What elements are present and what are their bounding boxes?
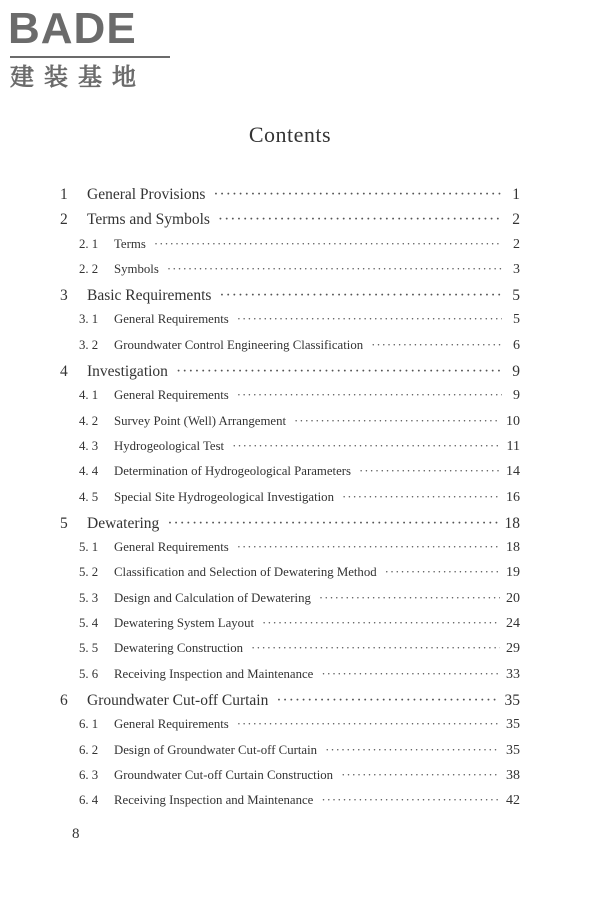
toc-entry-page: 35 [506, 717, 520, 733]
toc-leader-dots [321, 667, 500, 682]
toc-section-entry[interactable] [60, 616, 520, 641]
page-number: 8 [72, 826, 80, 842]
toc-leader-dots [237, 312, 502, 327]
toc-entry-title: Symbols [114, 261, 159, 276]
toc-chapter-entry[interactable] [60, 186, 520, 211]
toc-entry-number: 2. 1 [79, 236, 99, 251]
toc-entry-page: 35 [506, 742, 520, 758]
toc-section-entry[interactable] [60, 793, 520, 818]
toc-chapter-entry[interactable] [60, 692, 520, 717]
toc-section-entry[interactable] [60, 540, 520, 565]
toc-entry-page: 35 [504, 691, 520, 709]
toc-leader-dots [219, 287, 502, 305]
toc-entry-title: Terms [114, 236, 146, 251]
toc-section-entry[interactable] [60, 312, 520, 337]
toc-entry-title: Classification and Selection of Dewatering Method [114, 565, 377, 580]
toc-entry-page: 6 [513, 337, 520, 353]
toc-entry-number: 2 [60, 211, 68, 229]
toc-entry-title: Groundwater Cut-off Curtain Construction [114, 767, 334, 782]
toc-entry-number: 6. 4 [79, 793, 99, 808]
toc-leader-dots [213, 186, 502, 204]
page-title: Contents [248, 122, 332, 147]
toc-entry-title: General Requirements [114, 717, 229, 732]
toc-entry-title: Special Site Hydrogeological Investigation [114, 489, 334, 504]
toc-entry-page: 2 [512, 211, 520, 229]
toc-leader-dots [385, 565, 500, 580]
toc-entry-page: 42 [506, 793, 520, 809]
toc-entry-number: 4. 2 [79, 413, 99, 428]
toc-entry-page: 18 [506, 540, 520, 556]
toc-leader-dots [321, 793, 500, 808]
toc-entry-title: Receiving Inspection and Maintenance [114, 666, 314, 681]
toc-section-entry[interactable] [60, 338, 520, 363]
toc-leader-dots [276, 692, 498, 710]
toc-entry-number: 3. 2 [79, 337, 99, 352]
toc-section-entry[interactable] [60, 641, 520, 666]
toc-entry-page: 38 [506, 767, 520, 783]
toc-entry-number: 5. 5 [79, 641, 99, 656]
toc-leader-dots [359, 464, 500, 479]
toc-entry-number: 6 [60, 691, 68, 709]
toc-entry-page: 1 [512, 186, 520, 203]
toc-entry-number: 6. 3 [79, 767, 99, 782]
toc-leader-dots [167, 515, 498, 533]
toc-chapter-entry[interactable] [60, 287, 520, 312]
toc-section-entry[interactable] [60, 667, 520, 692]
toc-leader-dots [167, 262, 502, 277]
toc-entry-number: 4. 5 [79, 489, 99, 504]
toc-leader-dots [342, 490, 500, 505]
toc-leader-dots [325, 743, 500, 758]
toc-entry-page: 33 [506, 666, 520, 682]
toc-entry-page: 19 [506, 565, 520, 581]
toc-leader-dots [319, 591, 500, 606]
toc-entry-number: 5. 1 [79, 540, 99, 555]
toc-entry-title: Terms and Symbols [87, 211, 210, 229]
toc-section-entry[interactable] [60, 591, 520, 616]
toc-leader-dots [341, 768, 500, 783]
toc-chapter-entry[interactable] [60, 211, 520, 236]
toc-entry-number: 5 [60, 514, 68, 532]
toc-entry-number: 6. 1 [79, 717, 99, 732]
toc-entry-title: Groundwater Control Engineering Classification [114, 337, 364, 352]
toc-section-entry[interactable] [60, 717, 520, 742]
toc-entry-page: 20 [506, 590, 520, 606]
toc-entry-title: Determination of Hydrogeological Parameters [114, 464, 352, 479]
toc-chapter-entry[interactable] [60, 363, 520, 388]
logo [8, 4, 178, 94]
toc-leader-dots [237, 717, 500, 732]
toc-leader-dots [237, 388, 502, 403]
toc-entry-number: 4. 3 [79, 438, 99, 453]
toc-entry-title: Basic Requirements [87, 287, 212, 305]
toc-section-entry[interactable] [60, 237, 520, 262]
toc-entry-page: 18 [504, 514, 520, 532]
toc-entry-number: 5. 2 [79, 565, 99, 580]
toc-entry-page: 29 [506, 641, 520, 657]
toc-leader-dots [237, 540, 500, 555]
toc-leader-dots [371, 338, 502, 353]
toc-leader-dots [232, 439, 500, 454]
toc-entry-number: 3 [60, 287, 68, 305]
toc-leader-dots [262, 616, 500, 631]
toc-entry-page: 3 [513, 261, 520, 277]
toc-entry-number: 4. 4 [79, 464, 99, 479]
toc-leader-dots [294, 414, 500, 429]
toc-section-entry[interactable] [60, 464, 520, 489]
toc-entry-number: 4. 1 [79, 388, 99, 403]
toc-entry-page: 5 [513, 312, 520, 328]
toc-section-entry[interactable] [60, 743, 520, 768]
toc-entry-page: 14 [506, 464, 520, 480]
toc-entry-number: 5. 3 [79, 590, 99, 605]
toc-entry-number: 5. 4 [79, 616, 99, 631]
toc-leader-dots [251, 641, 500, 656]
toc-entry-title: Design and Calculation of Dewatering [114, 590, 311, 605]
toc-entry-title: Investigation [87, 363, 168, 381]
toc-section-entry[interactable] [60, 262, 520, 287]
toc-entry-title: Dewatering [87, 514, 160, 532]
logo-subtitle: 建装基地 [10, 63, 146, 91]
toc-section-entry[interactable] [60, 565, 520, 590]
toc-entry-title: General Requirements [114, 388, 229, 403]
toc-entry-page: 9 [513, 388, 520, 404]
toc-entry-title: Survey Point (Well) Arrangement [114, 413, 287, 428]
toc-entry-page: 10 [506, 413, 520, 429]
toc-entry-number: 2. 2 [79, 261, 99, 276]
toc-entry-page: 5 [512, 287, 520, 305]
toc-section-entry[interactable] [60, 490, 520, 515]
toc-entry-page: 16 [506, 489, 520, 505]
toc-section-entry[interactable] [60, 439, 520, 464]
toc-leader-dots [176, 363, 502, 381]
toc-entry-title: General Provisions [87, 186, 206, 203]
toc-entry-number: 1 [60, 186, 68, 203]
toc-entry-number: 3. 1 [79, 312, 99, 327]
table-of-contents [60, 186, 520, 818]
toc-entry-number: 5. 6 [79, 666, 99, 681]
toc-leader-dots [154, 237, 502, 252]
toc-section-entry[interactable] [60, 414, 520, 439]
toc-entry-page: 9 [512, 363, 520, 381]
toc-entry-number: 4 [60, 363, 68, 381]
logo-mark: BADE [8, 4, 137, 53]
toc-entry-title: Groundwater Cut-off Curtain [87, 691, 269, 709]
toc-entry-title: Design of Groundwater Cut-off Curtain [114, 742, 318, 757]
toc-entry-page: 2 [513, 236, 520, 252]
logo-divider [10, 56, 170, 58]
toc-entry-title: General Requirements [114, 540, 229, 555]
toc-entry-title: Dewatering System Layout [114, 616, 255, 631]
toc-section-entry[interactable] [60, 768, 520, 793]
toc-chapter-entry[interactable] [60, 515, 520, 540]
toc-entry-title: Dewatering Construction [114, 641, 244, 656]
toc-leader-dots [218, 211, 502, 229]
toc-entry-title: General Requirements [114, 312, 229, 327]
toc-entry-page: 24 [506, 616, 520, 632]
toc-entry-page: 11 [506, 438, 520, 454]
toc-entry-title: Hydrogeological Test [114, 438, 225, 453]
toc-entry-title: Receiving Inspection and Maintenance [114, 793, 314, 808]
toc-section-entry[interactable] [60, 388, 520, 413]
toc-entry-number: 6. 2 [79, 742, 99, 757]
